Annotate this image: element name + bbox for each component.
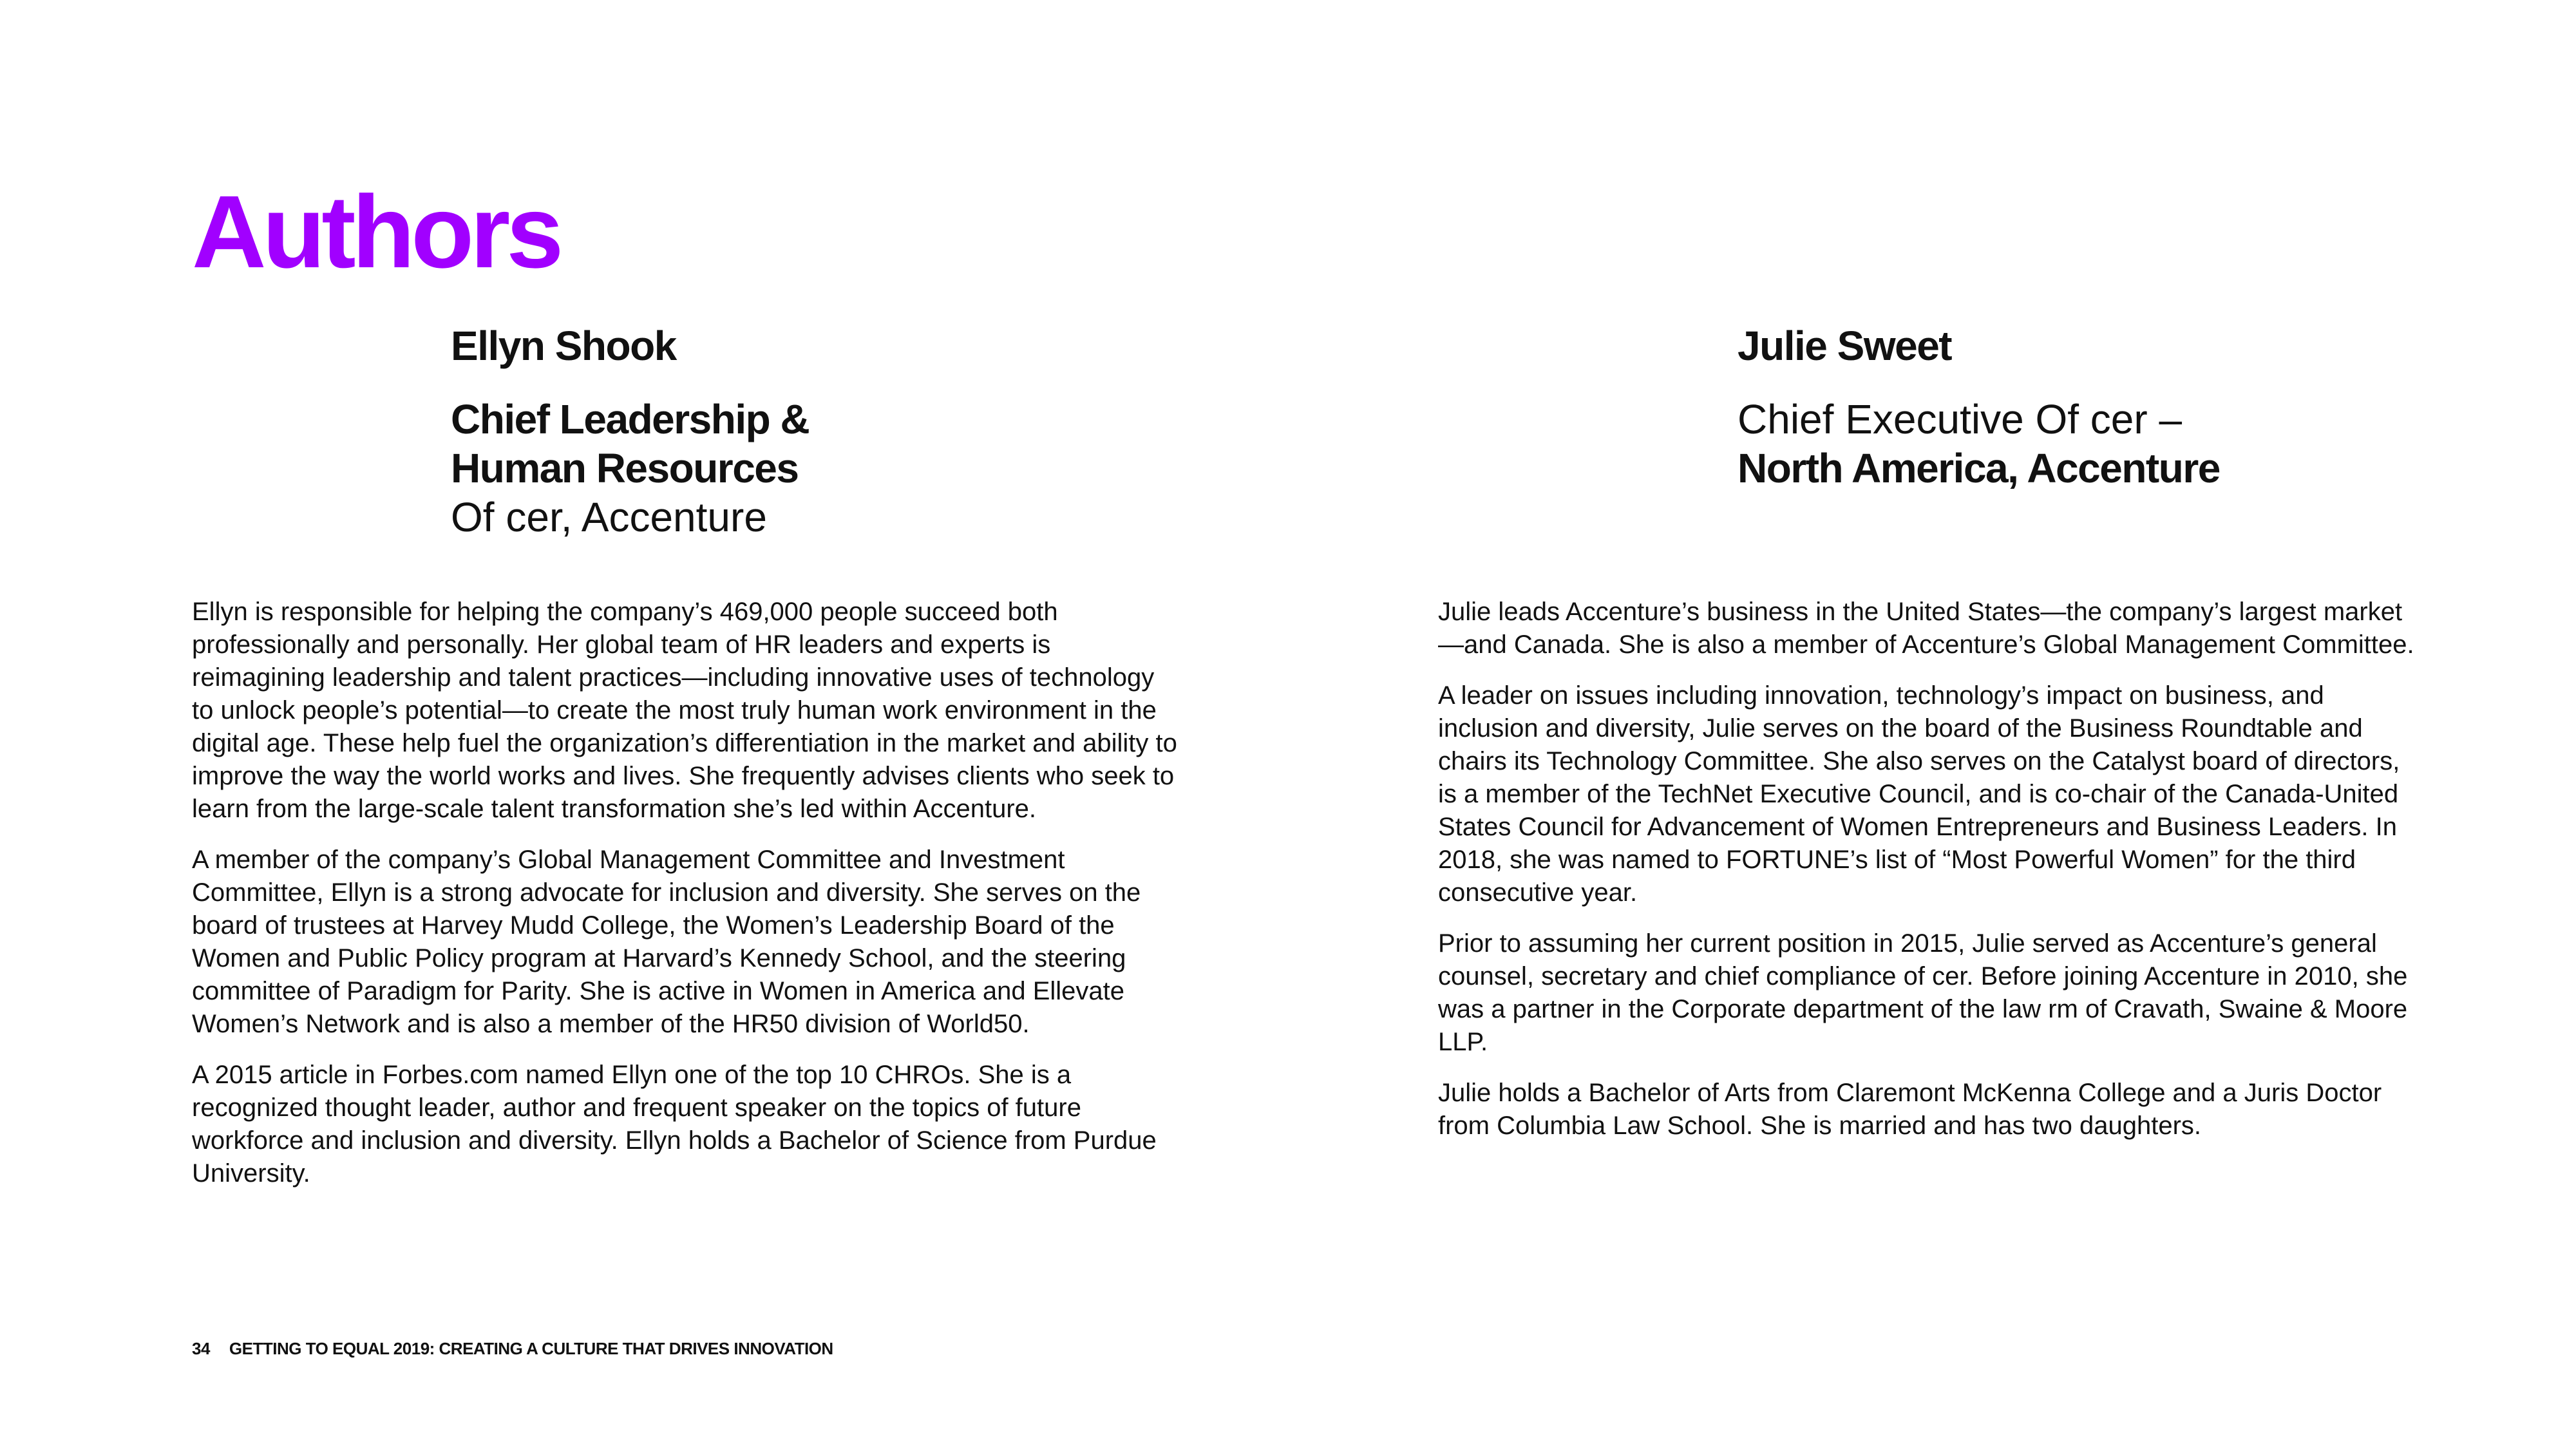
bio-paragraph: Julie holds a Bachelor of Arts from Claremont McKenna College and a Juris Doctor from Columbia Law School. She is married and has two daughters. <box>1438 1079 2382 1140</box>
role-line: Chief Leadership & <box>451 396 810 442</box>
page-number: 34 <box>192 1339 210 1358</box>
author-role-julie-sweet <box>1738 395 2220 493</box>
page-title: Authors <box>192 174 560 289</box>
author-bio-ellyn-shook <box>192 596 1177 1208</box>
author-role-ellyn-shook <box>451 395 809 542</box>
publication-title: GETTING TO EQUAL 2019: CREATING A CULTURE THAT DRIVES INNOVATION <box>229 1339 833 1358</box>
bio-paragraph: Ellyn is responsible for helping the company’s 469,000 people succeed both professionally and personally. Her global team of HR leaders and experts is reimagining leadership and talent practices—including innovative uses of technology to unlock people’s potential—to create the most truly human work environment in the digital age. These help fuel the organization’s differentiation in the market and ability to improve the way the world works and lives. She frequently advises clients who seek to learn from the large-scale talent transformation she’s led within Accenture. <box>192 598 1177 823</box>
role-line: Chief Executive Of cer – <box>1738 396 2183 442</box>
role-line: Of cer, Accenture <box>451 494 767 540</box>
role-line: North America, Accenture <box>1738 445 2220 491</box>
bio-paragraph: A leader on issues including innovation, technology’s impact on business, and inclusion and diversity, Julie serves on the board of the Business Roundtable and chairs its Technology Committee. She also serves on the Catalyst board of directors, is a member of the TechNet Executive Council, and is co-chair of the Canada-United States Council for Advancement of Women Entrepreneurs and Business Leaders. In 2018, she was named to FORTUNE’s list of “Most Powerful Women” for the third consecutive year. <box>1438 681 2400 907</box>
bio-paragraph: Prior to assuming her current position in 2015, Julie served as Accenture’s general counsel, secretary and chief compliance of cer. Before joining Accenture in 2010, she was a partner in the Corporate department of the law rm of Cravath, Swaine & Moore LLP. <box>1438 929 2408 1056</box>
bio-paragraph: A member of the company’s Global Management Committee and Investment Committee, Ellyn is a strong advocate for inclusion and diversity. She serves on the board of trustees at Harvey Mudd College, the Women’s Leadership Board of the Women and Public Policy program at Harvard’s Kennedy School, and the steering committee of Paradigm for Parity. She is active in Women in America and Ellevate Women’s Network and is also a member of the HR50 division of World50. <box>192 846 1141 1038</box>
author-name-julie-sweet: Julie Sweet <box>1738 323 1952 369</box>
bio-paragraph: A 2015 article in Forbes.com named Ellyn one of the top 10 CHROs. She is a recognized thought leader, author and frequent speaker on the topics of future workforce and inclusion and diversity. Ellyn holds a Bachelor of Science from Purdue University. <box>192 1061 1157 1188</box>
page-footer <box>192 1340 833 1357</box>
role-line: Human Resources <box>451 445 799 491</box>
author-name-ellyn-shook: Ellyn Shook <box>451 323 676 369</box>
author-bio-julie-sweet <box>1438 596 2417 1160</box>
bio-paragraph: Julie leads Accenture’s business in the United States—the company’s largest market—and Canada. She is also a member of Accenture’s Global Management Committee. <box>1438 598 2414 659</box>
